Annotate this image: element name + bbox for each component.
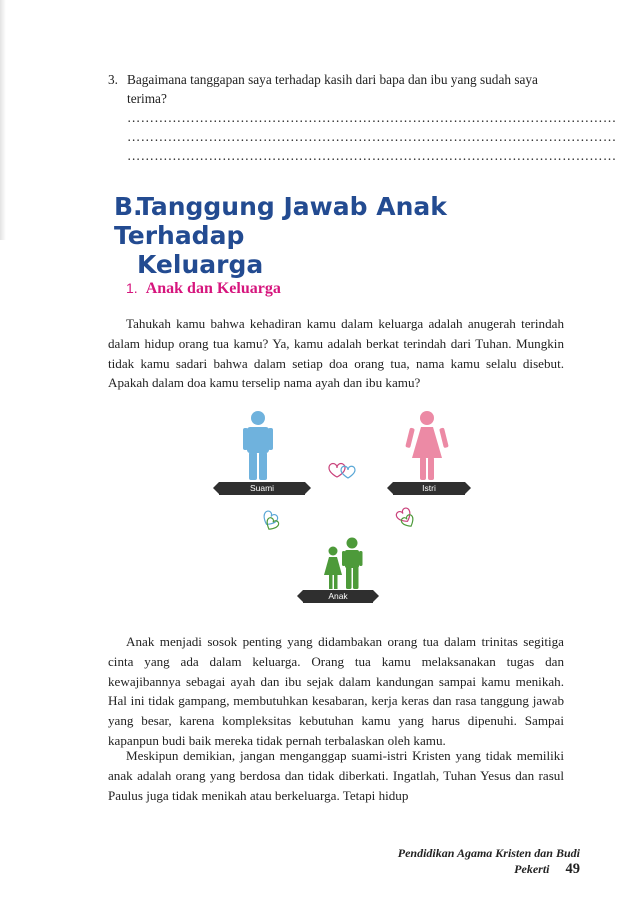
subsection-title: Anak dan Keluarga <box>145 280 281 297</box>
question-3 <box>108 70 617 165</box>
paragraph-3-text: Meskipun demikian, jangan menganggap suami-istri Kristen yang tidak memiliki anak adalah orang yang berdosa dan tidak diberkati. Ingatlah, Tuhan Yesus dan rasul Paulus juga tidak menikah atau berkeluarga. Tetapi hidup <box>108 748 564 803</box>
section-letter: B. <box>114 192 143 221</box>
paragraph-2-text: Anak menjadi sosok penting yang didambakan orang tua dalam trinitas segitiga cinta yang ada dalam keluarga. Orang tua kamu melaksanakan tugas dan kewajibannya sebagai ayah dan ibu sejak dalam kandungan sampai kamu menikah. Hal ini tidak gampang, membutuhkan kesabaran, kerja keras dan rasa tanggung jawab yang besar, karena kompleksitas kebutuhan kamu yang harus dipenuhi. Sampai kapanpun budi baik mereka tidak pernah terbalaskan oleh kamu. <box>108 634 564 748</box>
answer-line-1: ……………………………………………………………………………………………… <box>127 110 617 125</box>
question-number: 3. <box>108 72 118 87</box>
paragraph-3 <box>108 746 564 805</box>
heart-ribbon-icon-left <box>257 508 283 534</box>
husband-icon <box>243 410 273 480</box>
subsection-heading <box>126 280 281 298</box>
children-icon <box>323 537 363 589</box>
child-label: Anak <box>303 590 373 603</box>
footer-book-title: Pendidikan Agama Kristen dan Budi Pekerti <box>397 846 580 876</box>
question-text: Bagaimana tanggapan saya terhadap kasih dari bapa dan ibu yang sudah saya terima? <box>127 72 538 106</box>
answer-line-2: ……………………………………………………………………………………………… <box>127 129 617 144</box>
section-title-line-1: Tanggung Jawab Anak Terhadap <box>114 192 447 250</box>
heart-ribbon-icon-top <box>325 458 359 480</box>
heart-ribbon-icon-right <box>393 505 419 531</box>
section-heading <box>114 192 554 279</box>
wife-icon <box>410 410 444 480</box>
page-edge-shadow <box>0 0 6 240</box>
paragraph-2 <box>108 632 564 751</box>
page-footer <box>330 846 580 878</box>
paragraph-1 <box>108 314 564 393</box>
wife-label: Istri <box>393 482 465 495</box>
answer-line-3: ……………………………………………………………………………………………… <box>127 148 617 163</box>
family-diagram <box>205 402 475 607</box>
section-title-line-2: Keluarga <box>137 250 264 279</box>
page-number: 49 <box>565 861 580 877</box>
husband-label: Suami <box>219 482 305 495</box>
subsection-number: 1. <box>126 280 138 296</box>
paragraph-1-text: Tahukah kamu bahwa kehadiran kamu dalam keluarga adalah anugerah terindah dalam hidup orang tua kamu? Ya, kamu adalah berkat terindah dari Tuhan. Mungkin tidak kamu sadari bahwa dalam setiap doa orang tua, nama kamu selalu disebut. Apakah dalam doa kamu terselip nama ayah dan ibu kamu? <box>108 316 564 391</box>
